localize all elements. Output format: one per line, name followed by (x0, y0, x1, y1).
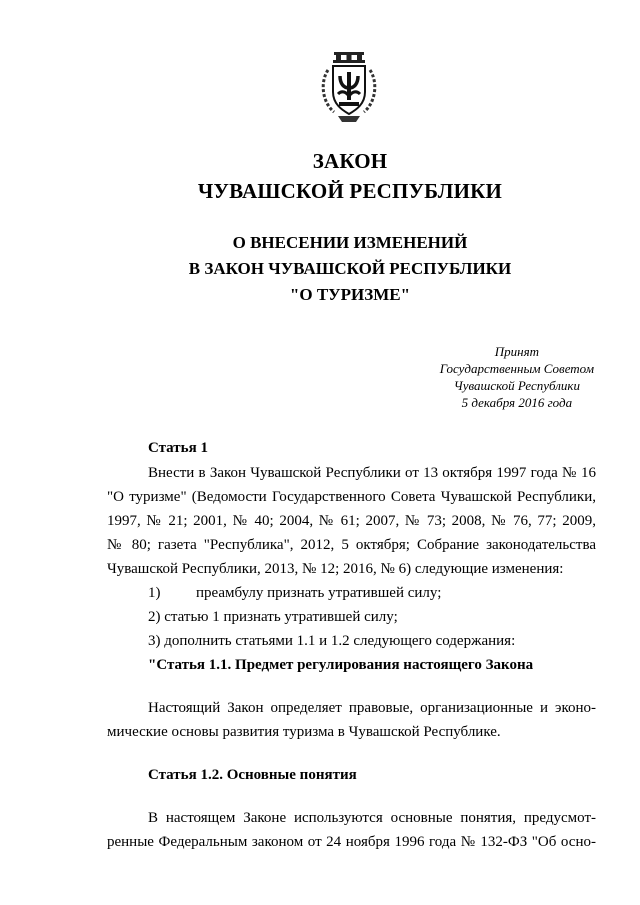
paragraph3-line1: В настоящем Законе используются основные понятия, предусмот- (148, 810, 596, 826)
list-item1-number: 1) (148, 585, 161, 601)
paragraph1-line4: № 80; газета "Республика", 2012, 5 октября; Собрание законодательства (107, 537, 596, 553)
adoption-date: 5 декабря 2016 года (461, 395, 573, 410)
list-item2: 2) статью 1 признать утратившей силу; (148, 609, 398, 625)
subject-line3: "О ТУРИЗМЕ" (289, 285, 411, 304)
adoption-line3: Чувашской Республики (453, 378, 581, 393)
list-item1-text: преамбулу признать утратившей силу; (196, 585, 442, 601)
article12-heading: Статья 1.2. Основные понятия (148, 767, 357, 783)
paragraph3-line2: ренные Федеральным законом от 24 ноября 1996 года № 132-ФЗ "Об осно- (107, 834, 596, 850)
paragraph1-line3: 1997, № 21; 2001, № 40; 2004, № 61; 2007, № 73; 2008, № 76, 77; 2009, (107, 513, 596, 529)
adoption-line2: Государственным Советом (439, 361, 594, 376)
subject-line1: О ВНЕСЕНИИ ИЗМЕНЕНИЙ (232, 233, 468, 252)
subject-line2: В ЗАКОН ЧУВАШСКОЙ РЕСПУБЛИКИ (188, 259, 512, 278)
article11-heading: "Статья 1.1. Предмет регулирования настоящего Закона (148, 657, 534, 673)
adoption-line1: Принят (494, 344, 540, 359)
law-title-line1: ЗАКОН (312, 149, 388, 173)
paragraph1-line5: Чувашской Республики, 2013, № 12; 2016, № 6) следующие изменения: (107, 561, 564, 577)
adoption-note (440, 343, 594, 411)
law-title-line2: ЧУВАШСКОЙ РЕСПУБЛИКИ (197, 179, 503, 203)
article1-heading: Статья 1 (148, 440, 208, 456)
list-item3: 3) дополнить статьями 1.1 и 1.2 следующего содержания: (148, 633, 516, 649)
chuvash-coat-of-arms-icon (318, 50, 380, 124)
paragraph2-line2: мические основы развития туризма в Чувашской Республике. (107, 724, 501, 740)
paragraph1-line2: "О туризме" (Ведомости Государственного Совета Чувашской Республики, (107, 489, 596, 505)
paragraph2-line1: Настоящий Закон определяет правовые, организационные и эконо- (148, 700, 596, 716)
paragraph1-line1: Внести в Закон Чувашской Республики от 13 октября 1997 года № 16 (148, 465, 596, 481)
